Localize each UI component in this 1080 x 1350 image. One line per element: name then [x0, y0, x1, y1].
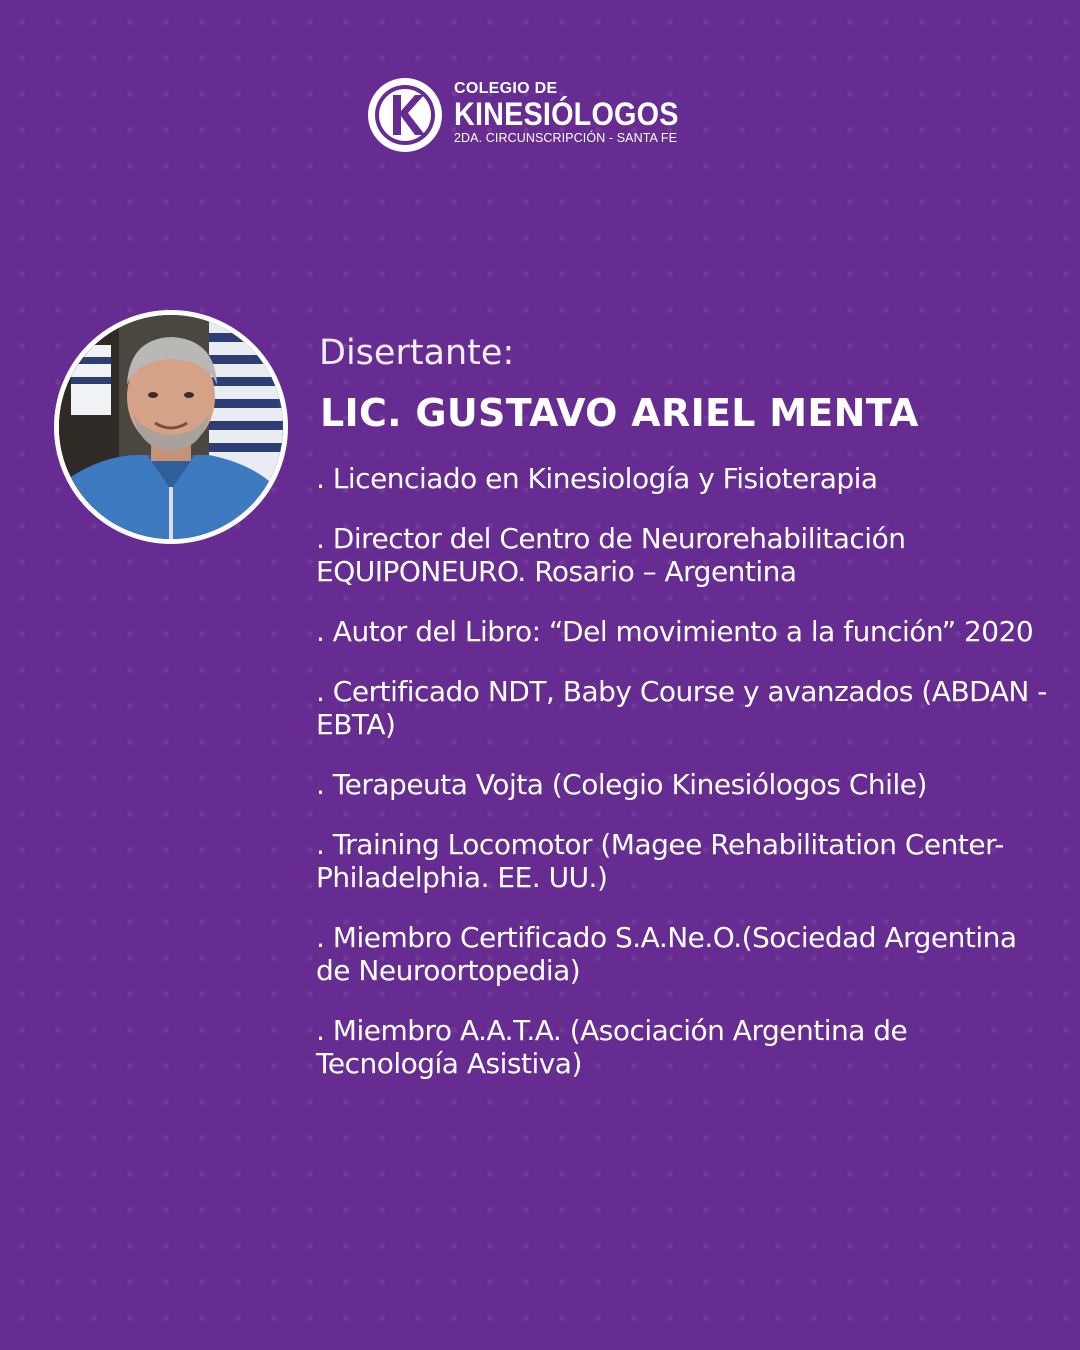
logo-line-kinesiologos: KINESIÓLOGOS [454, 96, 679, 132]
bio-item: . Director del Centro de Neurorehabilitación EQUIPONEURO. Rosario – Argentina [316, 522, 906, 588]
bio-item: . Licenciado en Kinesiología y Fisioterapia [316, 462, 878, 495]
speaker-portrait [59, 315, 283, 539]
logo-line-college: COLEGIO DE [454, 80, 558, 97]
bio-item: . Autor del Libro: “Del movimiento a la función” 2020 [316, 615, 1034, 648]
speaker-info [316, 330, 1056, 1107]
bio-item: . Training Locomotor (Magee Rehabilitation Center- Philadelphia. EE. UU.) [316, 828, 1004, 894]
bio-item: . Certificado NDT, Baby Course y avanzados (ABDAN - EBTA) [316, 675, 1047, 741]
bio-item: . Miembro A.A.T.A. (Asociación Argentina de Tecnología Asistiva) [316, 1014, 908, 1080]
speaker-name: LIC. GUSTAVO ARIEL MENTA [320, 391, 919, 435]
bio-list [316, 462, 1056, 1080]
bio-item: . Miembro Certificado S.A.Ne.O.(Sociedad Argentina de Neuroortopedia) [316, 921, 1017, 987]
speaker-photo [54, 310, 288, 544]
logo-wordmark [454, 80, 704, 146]
speaker-role-label: Disertante: [319, 333, 515, 373]
logo-line-circunscripcion: 2DA. CIRCUNSCRIPCIÓN - SANTA FE [454, 131, 678, 145]
bio-item: . Terapeuta Vojta (Colegio Kinesiólogos Chile) [316, 768, 927, 801]
k-monogram-icon [366, 76, 444, 154]
organization-logo [366, 74, 706, 156]
